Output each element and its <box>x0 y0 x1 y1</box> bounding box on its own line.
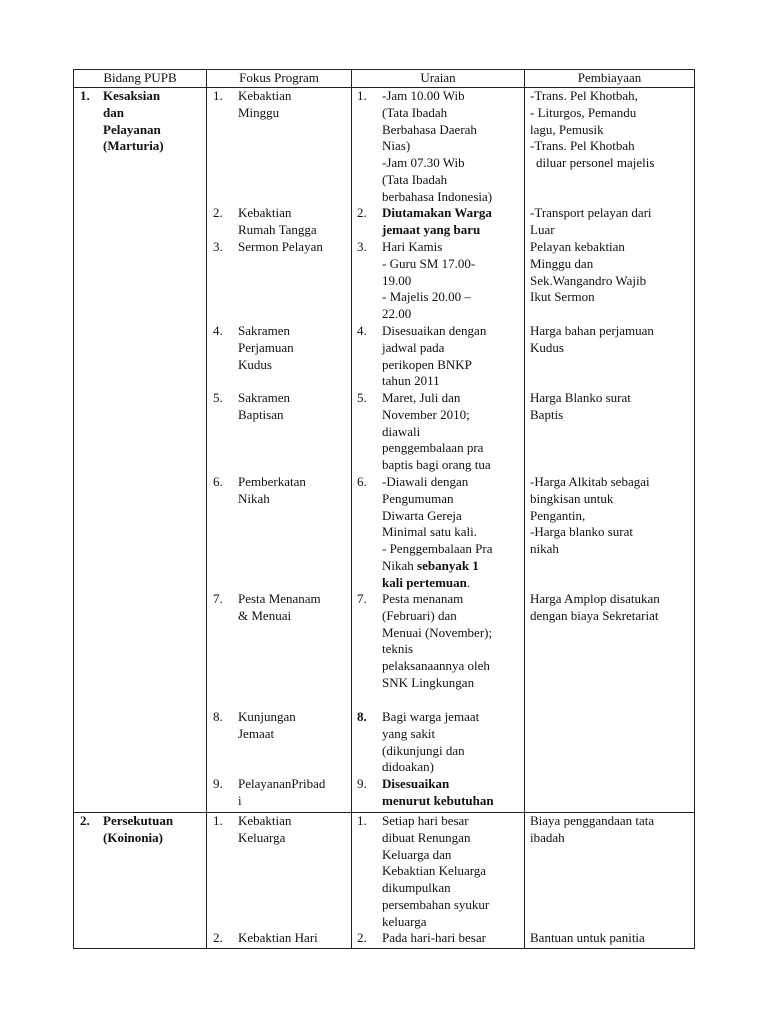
fokus-item: 2. Kebaktian Rumah Tangga <box>213 205 317 237</box>
fokus-item: 7. Pesta Menanam & Menuai <box>213 591 321 623</box>
bidang-cell <box>74 813 207 949</box>
uraian-cell <box>352 813 525 949</box>
table-row <box>74 88 695 813</box>
pembiayaan-item: Harga bahan perjamuan Kudus <box>530 323 654 355</box>
header-uraian: Uraian <box>352 70 525 88</box>
uraian-item: 4. Disesuaikan dengan jadwal pada perikopen BNKP tahun 2011 <box>357 323 487 389</box>
pembiayaan-item: -Trans. Pel Khotbah, - Liturgos, Pemandu lagu, Pemusik -Trans. Pel Khotbah diluar personel majelis <box>530 88 655 171</box>
bidang-entry: 1. Kesaksian dan Pelayanan (Marturia) <box>80 88 164 154</box>
fokus-item: 4. Sakramen Perjamuan Kudus <box>213 323 294 372</box>
header-bidang: Bidang PUPB <box>74 70 207 88</box>
fokus-item: 1. Kebaktian Minggu <box>213 88 292 120</box>
fokus-item: 8. Kunjungan Jemaat <box>213 709 296 741</box>
fokus-item: 3. Sermon Pelayan <box>213 239 323 254</box>
pembiayaan-item: Biaya penggandaan tata ibadah <box>530 813 655 845</box>
pembiayaan-item: -Harga Alkitab sebagai bingkisan untuk Pengantin, -Harga blanko surat nikah <box>530 474 650 557</box>
uraian-item: 3. Hari Kamis - Guru SM 17.00- 19.00 - Majelis 20.00 – 22.00 <box>357 239 476 322</box>
fokus-cell <box>207 813 352 949</box>
header-fokus: Fokus Program <box>207 70 352 88</box>
uraian-item: 1. -Jam 10.00 Wib (Tata Ibadah Berbahasa Daerah Nias) -Jam 07.30 Wib (Tata Ibadah berbahasa Indonesia) <box>357 88 493 204</box>
fokus-cell <box>207 88 352 813</box>
pembiayaan-item: Bantuan untuk panitia <box>530 930 645 945</box>
uraian-cell <box>352 88 525 813</box>
uraian-item: 1. Setiap hari besar dibuat Renungan Keluarga dan Kebaktian Keluarga dikumpulkan persembahan syukur keluarga <box>357 813 490 929</box>
fokus-item: 9. PelayananPribad i <box>213 776 326 808</box>
uraian-item: 8. Bagi warga jemaat yang sakit (dikunjungi dan didoakan) <box>357 709 480 775</box>
table-row <box>74 813 695 949</box>
header-pembiayaan: Pembiayaan <box>525 70 695 88</box>
header-row <box>74 70 695 88</box>
bidang-entry: 2. Persekutuan (Koinonia) <box>80 813 174 845</box>
uraian-item: 5. Maret, Juli dan November 2010; diawali penggembalaan pra baptis bagi orang tua <box>357 390 491 473</box>
fokus-item: 6. Pemberkatan Nikah <box>213 474 306 506</box>
pembiayaan-cell <box>525 88 695 813</box>
pembiayaan-item: -Transport pelayan dari Luar <box>530 205 652 237</box>
uraian-item: 9. Disesuaikan menurut kebutuhan <box>357 776 494 808</box>
uraian-item: 2. Diutamakan Warga jemaat yang baru <box>357 205 492 237</box>
pembiayaan-item: Pelayan kebaktian Minggu dan Sek.Wangandro Wajib Ikut Sermon <box>530 239 647 305</box>
uraian-item: 7. Pesta menanam (Februari) dan Menuai (November); teknis pelaksanaannya oleh SNK Lingkungan <box>357 591 493 690</box>
uraian-item: 6. -Diawali dengan Pengumuman Diwarta Gereja Minimal satu kali. - Penggembalaan Pra Nikah sebanyak 1 kali pertemuan. <box>357 474 493 590</box>
fokus-item: 5. Sakramen Baptisan <box>213 390 290 422</box>
bidang-cell <box>74 88 207 813</box>
pembiayaan-item: Harga Amplop disatukan dengan biaya Sekretariat <box>530 591 660 623</box>
fokus-item: 2. Kebaktian Hari <box>213 930 318 945</box>
uraian-item: 2. Pada hari-hari besar <box>357 930 486 945</box>
program-table <box>73 69 695 949</box>
pembiayaan-cell <box>525 813 695 949</box>
pembiayaan-item: Harga Blanko surat Baptis <box>530 390 631 422</box>
fokus-item: 1. Kebaktian Keluarga <box>213 813 292 845</box>
